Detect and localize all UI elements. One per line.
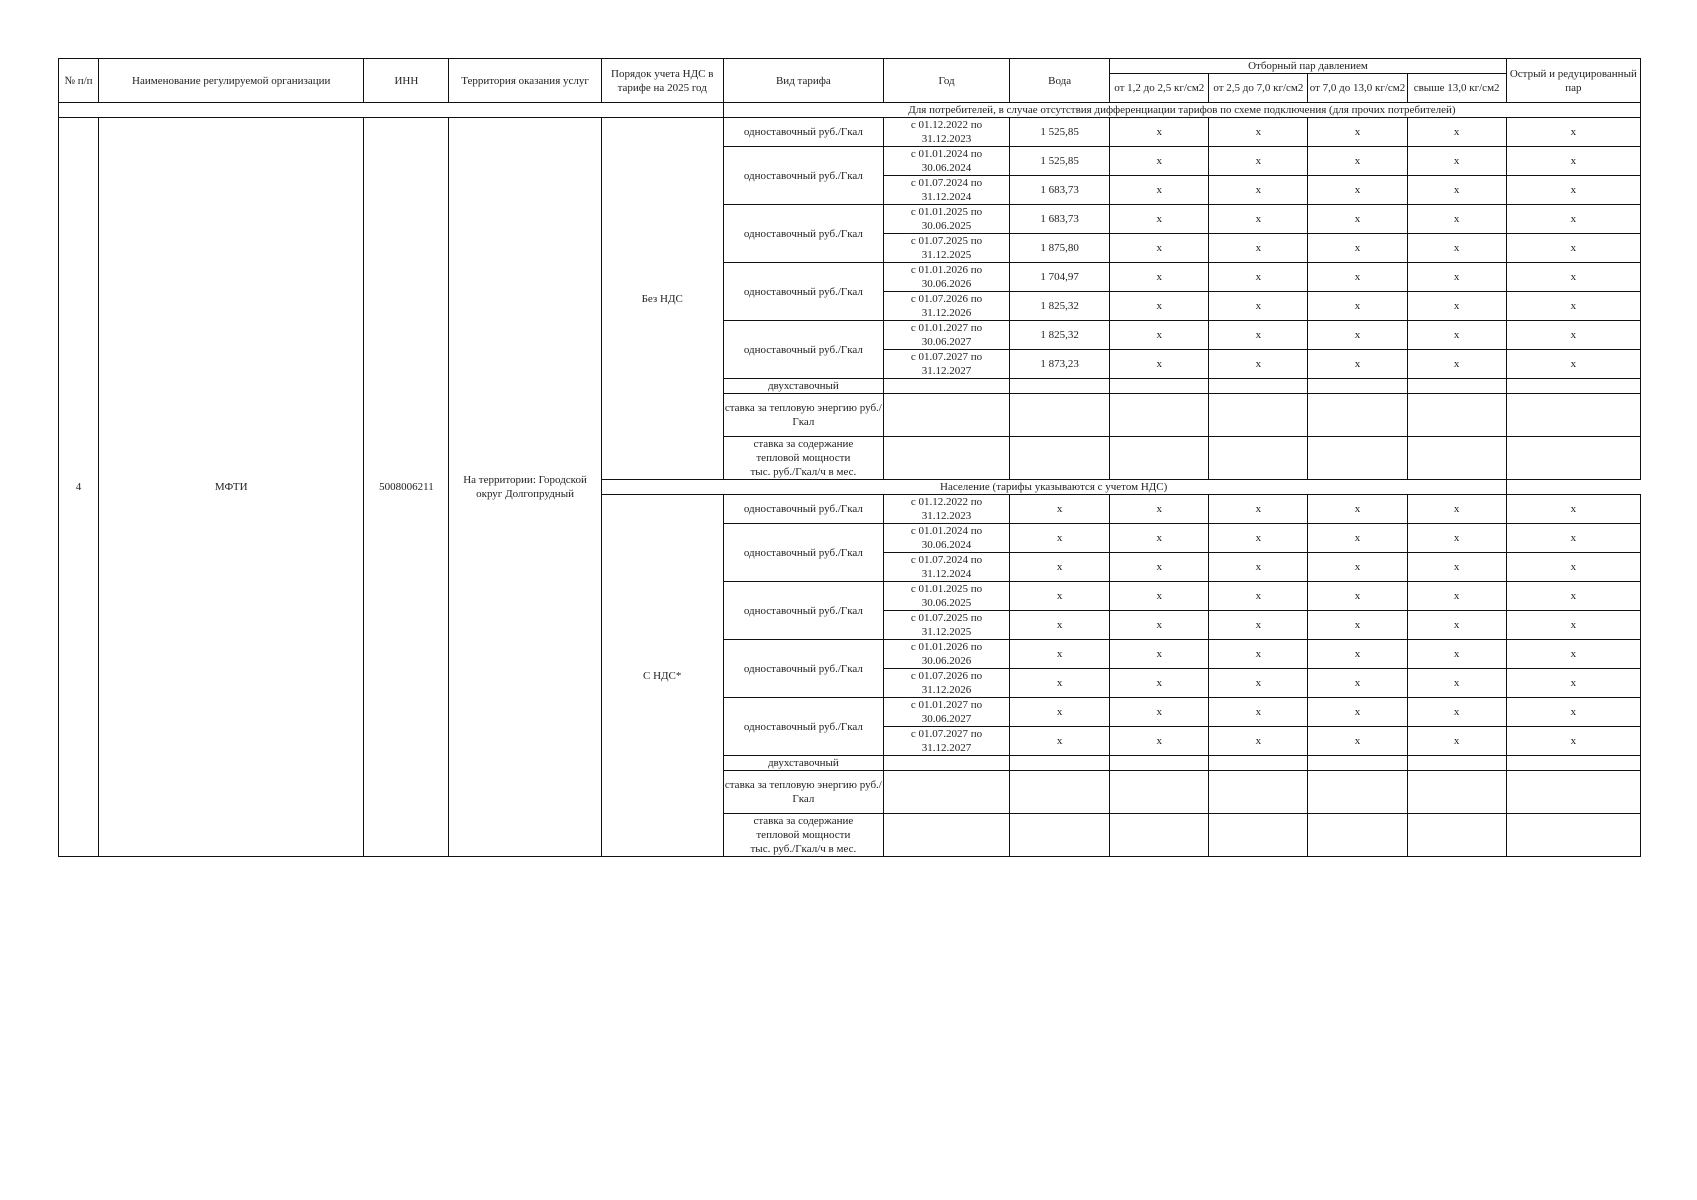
- steam-value: x: [1407, 669, 1506, 698]
- steam-value: x: [1110, 234, 1209, 263]
- steam-value: x: [1209, 553, 1308, 582]
- steam-value: x: [1209, 234, 1308, 263]
- steam-value: x: [1308, 118, 1407, 147]
- empty-cell: [1209, 771, 1308, 814]
- empty-cell: [1407, 814, 1506, 857]
- water-value: 1 683,73: [1010, 176, 1110, 205]
- cell-line: с 01.01.2024 по: [910, 525, 983, 537]
- tariff-type-cell: [723, 814, 883, 857]
- cell-line: 30.06.2027: [921, 336, 972, 348]
- steam-value: x: [1407, 205, 1506, 234]
- section-title: Для потребителей, в случае отсутствия дифференциации тарифов по схеме подключения (для прочих потребителей): [723, 103, 1640, 118]
- steam-value: x: [1110, 582, 1209, 611]
- tariff-type-cell: [723, 437, 883, 480]
- cell-line: с 01.07.2027 по: [910, 728, 983, 740]
- steam-value: x: [1407, 350, 1506, 379]
- col-header-num: № п/п: [59, 59, 99, 103]
- steam-value: x: [1407, 263, 1506, 292]
- section-title: Население (тарифы указываются с учетом НДС): [601, 480, 1506, 495]
- steam-value: x: [1209, 698, 1308, 727]
- col-header-steam-1: от 1,2 до 2,5 кг/см2: [1110, 74, 1209, 103]
- steam-value: x: [1308, 698, 1407, 727]
- steam-value: x: [1407, 495, 1506, 524]
- empty-cell: [1209, 437, 1308, 480]
- steam-value: x: [1506, 553, 1640, 582]
- steam-value: x: [1209, 321, 1308, 350]
- col-header-inn: ИНН: [364, 59, 449, 103]
- cell-line: 31.12.2023: [921, 510, 972, 522]
- water-value: 1 875,80: [1010, 234, 1110, 263]
- period-cell: [883, 147, 1009, 176]
- cell-line: с 01.07.2026 по: [910, 293, 983, 305]
- empty-cell: [1407, 437, 1506, 480]
- steam-value: x: [1110, 669, 1209, 698]
- steam-value: x: [1110, 611, 1209, 640]
- steam-value: x: [1110, 176, 1209, 205]
- water-value: 1 825,32: [1010, 292, 1110, 321]
- steam-value: x: [1506, 176, 1640, 205]
- empty-cell: [1308, 814, 1407, 857]
- steam-value: x: [1308, 582, 1407, 611]
- empty-cell: [1506, 394, 1640, 437]
- steam-value: x: [1506, 292, 1640, 321]
- steam-value: x: [1506, 582, 1640, 611]
- water-value: 1 704,97: [1010, 263, 1110, 292]
- water-value: x: [1010, 698, 1110, 727]
- tariff-type-cell: ставка за тепловую энергию руб./Гкал: [723, 771, 883, 814]
- col-header-water: Вода: [1010, 59, 1110, 103]
- period-cell: [883, 495, 1009, 524]
- steam-value: x: [1407, 292, 1506, 321]
- steam-value: x: [1407, 727, 1506, 756]
- empty-cell: [1308, 437, 1407, 480]
- period-cell: [883, 698, 1009, 727]
- steam-value: x: [1308, 350, 1407, 379]
- steam-value: x: [1209, 669, 1308, 698]
- steam-value: x: [1308, 263, 1407, 292]
- steam-value: x: [1110, 147, 1209, 176]
- cell-line: с 01.01.2027 по: [910, 322, 983, 334]
- steam-value: x: [1407, 147, 1506, 176]
- steam-value: x: [1506, 727, 1640, 756]
- steam-value: x: [1209, 176, 1308, 205]
- steam-value: x: [1110, 292, 1209, 321]
- cell-line: с 01.01.2024 по: [910, 148, 983, 160]
- period-cell: [883, 234, 1009, 263]
- empty-cell: [1308, 771, 1407, 814]
- cell-line: 30.06.2025: [921, 220, 972, 232]
- cell-line: 31.12.2026: [921, 684, 972, 696]
- cell-line: 31.12.2024: [921, 191, 972, 203]
- steam-value: x: [1308, 669, 1407, 698]
- tariff-type-cell: одноставочный руб./Гкал: [723, 205, 883, 263]
- empty-cell: [1407, 771, 1506, 814]
- steam-value: x: [1506, 524, 1640, 553]
- period-cell: [883, 582, 1009, 611]
- tariff-type-cell: одноставочный руб./Гкал: [723, 321, 883, 379]
- cell-line: ставка за содержание: [753, 815, 854, 827]
- tariff-type-cell: двухставочный: [723, 756, 883, 771]
- empty-cell: [1506, 756, 1640, 771]
- steam-value: x: [1506, 321, 1640, 350]
- section-row: [59, 103, 1641, 118]
- empty-cell: [1110, 756, 1209, 771]
- cell-line: 30.06.2025: [921, 597, 972, 609]
- empty-cell: [1407, 379, 1506, 394]
- cell-line: с 01.01.2026 по: [910, 264, 983, 276]
- steam-value: x: [1209, 524, 1308, 553]
- period-cell: [883, 640, 1009, 669]
- steam-value: x: [1308, 553, 1407, 582]
- cell-line: с 01.01.2025 по: [910, 583, 983, 595]
- water-value: x: [1010, 640, 1110, 669]
- empty-cell: [1110, 394, 1209, 437]
- cell-line: с 01.07.2025 по: [910, 235, 983, 247]
- cell-line: с 01.01.2027 по: [910, 699, 983, 711]
- col-header-sharp-steam: Острый и редуцированный пар: [1506, 59, 1640, 103]
- water-value: 1 873,23: [1010, 350, 1110, 379]
- tariff-table: [58, 58, 1641, 857]
- steam-value: x: [1308, 176, 1407, 205]
- col-header-org-name: Наименование регулируемой организации: [99, 59, 364, 103]
- steam-value: x: [1506, 234, 1640, 263]
- cell-line: 31.12.2025: [921, 626, 972, 638]
- steam-value: x: [1209, 118, 1308, 147]
- empty-cell: [1308, 394, 1407, 437]
- steam-value: x: [1209, 727, 1308, 756]
- cell-line: тепловой мощности: [756, 829, 851, 841]
- tariff-type-cell: ставка за тепловую энергию руб./Гкал: [723, 394, 883, 437]
- col-header-year: Год: [883, 59, 1009, 103]
- period-cell: [883, 727, 1009, 756]
- org-inn: 5008006211: [364, 118, 449, 857]
- cell-line: 30.06.2027: [921, 713, 972, 725]
- steam-value: x: [1209, 292, 1308, 321]
- steam-value: x: [1506, 640, 1640, 669]
- empty-cell: [1010, 814, 1110, 857]
- empty-cell: [883, 437, 1009, 480]
- cell-line: 31.12.2025: [921, 249, 972, 261]
- empty-cell: [1010, 756, 1110, 771]
- cell-line: 31.12.2024: [921, 568, 972, 580]
- water-value: x: [1010, 611, 1110, 640]
- steam-value: x: [1308, 640, 1407, 669]
- empty-cell: [1010, 394, 1110, 437]
- period-cell: [883, 292, 1009, 321]
- cell-line: тепловой мощности: [756, 452, 851, 464]
- cell-line: с 01.01.2026 по: [910, 641, 983, 653]
- tariff-type-cell: одноставочный руб./Гкал: [723, 640, 883, 698]
- cell-line: 30.06.2026: [921, 655, 972, 667]
- cell-line: 31.12.2023: [921, 133, 972, 145]
- empty-cell: [1506, 437, 1640, 480]
- steam-value: x: [1308, 321, 1407, 350]
- empty-cell: [883, 814, 1009, 857]
- empty-cell: [1209, 814, 1308, 857]
- water-value: x: [1010, 524, 1110, 553]
- steam-value: x: [1506, 118, 1640, 147]
- steam-value: x: [1209, 611, 1308, 640]
- steam-value: x: [1308, 292, 1407, 321]
- empty-cell: [1209, 379, 1308, 394]
- steam-value: x: [1209, 147, 1308, 176]
- period-cell: [883, 553, 1009, 582]
- steam-value: x: [1110, 495, 1209, 524]
- empty-cell: [1110, 379, 1209, 394]
- cell-line: 31.12.2027: [921, 742, 972, 754]
- steam-value: x: [1209, 263, 1308, 292]
- org-territory: На территории: Городской округ Долгопрудный: [449, 118, 601, 857]
- steam-value: x: [1506, 669, 1640, 698]
- empty-cell: [1110, 437, 1209, 480]
- steam-value: x: [1308, 147, 1407, 176]
- steam-value: x: [1308, 524, 1407, 553]
- steam-value: x: [1407, 640, 1506, 669]
- period-cell: [883, 263, 1009, 292]
- empty-cell: [1407, 394, 1506, 437]
- tariff-type-cell: одноставочный руб./Гкал: [723, 524, 883, 582]
- steam-value: x: [1308, 205, 1407, 234]
- cell-line: тыс. руб./Гкал/ч в мес.: [750, 843, 857, 855]
- steam-value: x: [1407, 582, 1506, 611]
- steam-value: x: [1308, 234, 1407, 263]
- steam-value: x: [1407, 176, 1506, 205]
- steam-value: x: [1506, 698, 1640, 727]
- tariff-type-cell: двухставочный: [723, 379, 883, 394]
- cell-line: с 01.12.2022 по: [910, 496, 983, 508]
- cell-line: тыс. руб./Гкал/ч в мес.: [750, 466, 857, 478]
- steam-value: x: [1308, 727, 1407, 756]
- col-header-tariff-type: Вид тарифа: [723, 59, 883, 103]
- steam-value: x: [1308, 495, 1407, 524]
- header-row: [59, 59, 1641, 74]
- steam-value: x: [1110, 321, 1209, 350]
- empty-cell: [1506, 771, 1640, 814]
- vat-order-cell: С НДС*: [601, 495, 723, 857]
- cell-line: 30.06.2026: [921, 278, 972, 290]
- steam-value: x: [1110, 640, 1209, 669]
- steam-value: x: [1506, 350, 1640, 379]
- steam-value: x: [1407, 524, 1506, 553]
- org-name: МФТИ: [99, 118, 364, 857]
- empty-cell: [883, 379, 1009, 394]
- steam-value: x: [1209, 495, 1308, 524]
- cell-line: с 01.07.2027 по: [910, 351, 983, 363]
- water-value: x: [1010, 553, 1110, 582]
- cell-line: с 01.01.2025 по: [910, 206, 983, 218]
- steam-value: x: [1407, 611, 1506, 640]
- empty-cell: [1010, 771, 1110, 814]
- col-header-steam-3: от 7,0 до 13,0 кг/см2: [1308, 74, 1407, 103]
- vat-order-cell: Без НДС: [601, 118, 723, 480]
- water-value: 1 525,85: [1010, 147, 1110, 176]
- empty-cell: [1110, 814, 1209, 857]
- period-cell: [883, 524, 1009, 553]
- steam-value: x: [1407, 698, 1506, 727]
- col-header-steam-4: свыше 13,0 кг/см2: [1407, 74, 1506, 103]
- empty-cell: [883, 756, 1009, 771]
- steam-value: x: [1506, 611, 1640, 640]
- empty-cell: [1209, 756, 1308, 771]
- tariff-type-cell: одноставочный руб./Гкал: [723, 582, 883, 640]
- org-num: 4: [59, 118, 99, 857]
- empty-cell: [1209, 394, 1308, 437]
- steam-value: x: [1110, 727, 1209, 756]
- empty-cell: [1308, 379, 1407, 394]
- period-cell: [883, 350, 1009, 379]
- tariff-sheet: [58, 58, 1641, 857]
- cell-line: с 01.07.2025 по: [910, 612, 983, 624]
- cell-line: с 01.07.2026 по: [910, 670, 983, 682]
- steam-value: x: [1407, 234, 1506, 263]
- col-header-territory: Территория оказания услуг: [449, 59, 601, 103]
- empty-cell: [1308, 756, 1407, 771]
- steam-value: x: [1110, 263, 1209, 292]
- period-cell: [883, 205, 1009, 234]
- water-value: x: [1010, 669, 1110, 698]
- steam-value: x: [1209, 640, 1308, 669]
- cell-line: 31.12.2026: [921, 307, 972, 319]
- col-header-steam-group: Отборный пар давлением: [1110, 59, 1506, 74]
- water-value: x: [1010, 495, 1110, 524]
- tariff-type-cell: одноставочный руб./Гкал: [723, 263, 883, 321]
- empty-cell: [1506, 814, 1640, 857]
- steam-value: x: [1308, 611, 1407, 640]
- empty-cell: [1010, 379, 1110, 394]
- steam-value: x: [1110, 524, 1209, 553]
- steam-value: x: [1407, 118, 1506, 147]
- steam-value: x: [1110, 698, 1209, 727]
- cell-line: с 01.12.2022 по: [910, 119, 983, 131]
- empty-cell: [883, 394, 1009, 437]
- cell-line: с 01.07.2024 по: [910, 554, 983, 566]
- steam-value: x: [1506, 263, 1640, 292]
- steam-value: x: [1506, 205, 1640, 234]
- empty-cell: [1110, 771, 1209, 814]
- cell-line: 30.06.2024: [921, 539, 972, 551]
- tariff-type-cell: одноставочный руб./Гкал: [723, 698, 883, 756]
- steam-value: x: [1209, 205, 1308, 234]
- cell-line: 30.06.2024: [921, 162, 972, 174]
- empty-cell: [1010, 437, 1110, 480]
- period-cell: [883, 176, 1009, 205]
- steam-value: x: [1209, 582, 1308, 611]
- tariff-type-cell: одноставочный руб./Гкал: [723, 118, 883, 147]
- section-left-blank: [59, 103, 724, 118]
- steam-value: x: [1110, 205, 1209, 234]
- tariff-type-cell: одноставочный руб./Гкал: [723, 495, 883, 524]
- water-value: 1 825,32: [1010, 321, 1110, 350]
- tariff-type-cell: одноставочный руб./Гкал: [723, 147, 883, 205]
- steam-value: x: [1506, 147, 1640, 176]
- steam-value: x: [1209, 350, 1308, 379]
- steam-value: x: [1506, 495, 1640, 524]
- steam-value: x: [1110, 118, 1209, 147]
- col-header-steam-2: от 2,5 до 7,0 кг/см2: [1209, 74, 1308, 103]
- tariff-row: [59, 118, 1641, 147]
- cell-line: 31.12.2027: [921, 365, 972, 377]
- water-value: x: [1010, 582, 1110, 611]
- empty-cell: [883, 771, 1009, 814]
- steam-value: x: [1407, 321, 1506, 350]
- water-value: x: [1010, 727, 1110, 756]
- period-cell: [883, 611, 1009, 640]
- water-value: 1 525,85: [1010, 118, 1110, 147]
- period-cell: [883, 118, 1009, 147]
- steam-value: x: [1110, 553, 1209, 582]
- cell-line: ставка за содержание: [753, 438, 854, 450]
- steam-value: x: [1407, 553, 1506, 582]
- cell-line: с 01.07.2024 по: [910, 177, 983, 189]
- water-value: 1 683,73: [1010, 205, 1110, 234]
- empty-cell: [1407, 756, 1506, 771]
- period-cell: [883, 669, 1009, 698]
- col-header-vat-order: Порядок учета НДС в тарифе на 2025 год: [601, 59, 723, 103]
- empty-cell: [1506, 379, 1640, 394]
- period-cell: [883, 321, 1009, 350]
- steam-value: x: [1110, 350, 1209, 379]
